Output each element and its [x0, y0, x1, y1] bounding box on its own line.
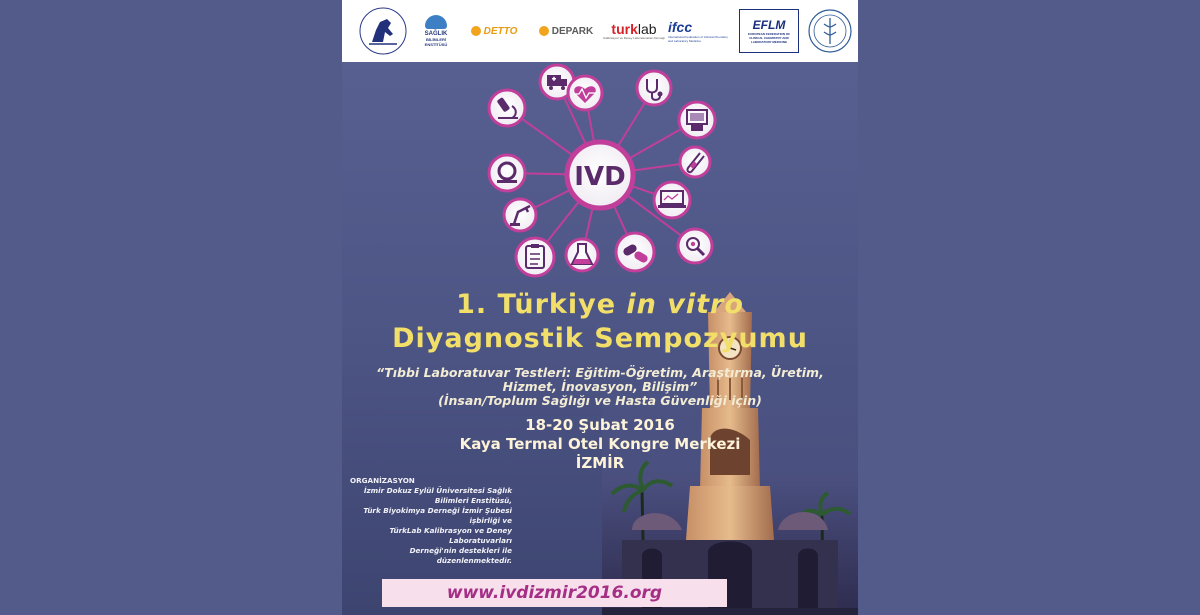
event-city: İZMİR [575, 454, 625, 472]
clipboard-icon [516, 238, 554, 276]
organization-line2: Türk Biyokimya Derneği İzmir Şubesi işbirliği ve [363, 506, 512, 525]
ifcc-logo[interactable] [668, 6, 730, 56]
sbe-logo[interactable] [416, 6, 456, 56]
depark-logo[interactable] [532, 6, 600, 56]
eflm-sub: EUROPEAN FEDERATION OF CLINICAL CHEMISTRY AND LABORATORY MEDICINE [747, 32, 791, 44]
turklab-sub: Kalibrasyon ve Deney Laboratuvarları Derneği [603, 36, 665, 40]
title-part-b: in vitro [626, 289, 744, 320]
symposium-title-line2: Diyagnostik Sempozyumu [392, 323, 808, 354]
turklab-logo[interactable] [604, 6, 664, 56]
eflm-text: EFLM [752, 18, 786, 32]
sbe-line2: BİLİMLERİ [426, 37, 446, 42]
organization-line1: İzmir Dokuz Eylül Üniversitesi Sağlık Bilimleri Enstitüsü, [363, 486, 512, 505]
depark-text: DEPARK [551, 25, 594, 37]
eflm-logo[interactable] [736, 6, 802, 56]
stethoscope-icon [637, 71, 671, 105]
turklab-lab: lab [637, 21, 657, 37]
scanner-icon [489, 155, 525, 191]
deu-logo[interactable] [356, 6, 410, 56]
detto-dot-icon [471, 26, 481, 36]
ifcc-text: ifcc [668, 19, 693, 35]
microscope-icon [489, 90, 525, 126]
sbe-arc-icon [425, 15, 447, 29]
organization-heading: ORGANİZASYON [350, 476, 415, 485]
robot-arm-icon [504, 199, 536, 231]
subtitle-line1: “Tıbbi Laboratuvar Testleri: Eğitim-Öğretim, Araştırma, Üretim, [376, 365, 824, 380]
sponsor-logo-bar [342, 0, 858, 62]
sbe-line3: ENSTİTÜSÜ [424, 42, 448, 47]
detto-text: DETTO [483, 25, 518, 37]
symposium-title-line1 [342, 289, 858, 320]
pills-icon [616, 233, 654, 271]
subtitle-line2: Hizmet, İnovasyon, Bilişim” [502, 379, 698, 394]
virus-search-icon [678, 229, 712, 263]
poster [342, 0, 858, 615]
tbd-seal-icon [807, 8, 853, 54]
subtitle-line3: (İnsan/Toplum Sağlığı ve Hasta Güvenliği için) [438, 393, 762, 408]
turklab-turk: turk [611, 21, 638, 37]
heart-monitor-icon [568, 76, 602, 110]
event-venue: Kaya Termal Otel Kongre Merkezi [459, 435, 741, 453]
website-banner [382, 579, 727, 607]
ifcc-sub: International Federation of Clinical Chemistry and Laboratory Medicine [668, 35, 728, 43]
website-link[interactable]: www.ivdizmir2016.org [446, 583, 663, 603]
depark-dot-icon [539, 26, 549, 36]
detto-logo[interactable] [464, 6, 524, 56]
analyzer-icon [679, 102, 715, 138]
flask-icon [566, 239, 598, 271]
test-tube-icon [680, 147, 710, 177]
deu-seal-icon [357, 6, 409, 56]
laptop-icon [654, 182, 690, 218]
tbd-logo[interactable] [806, 6, 854, 56]
sbe-line1: SAĞLIK [424, 31, 448, 37]
event-date: 18-20 Şubat 2016 [525, 416, 675, 434]
ivd-center-label: IVD [574, 162, 626, 192]
organization-block [342, 476, 512, 566]
title-part-a: 1. Türkiye [456, 289, 627, 320]
ivd-hub-diagram [342, 60, 858, 290]
organization-line4: Derneği'nin destekleri ile düzenlenmektedir. [409, 546, 512, 565]
organization-line3: TürkLab Kalibrasyon ve Deney Laboratuvarları [389, 526, 512, 545]
